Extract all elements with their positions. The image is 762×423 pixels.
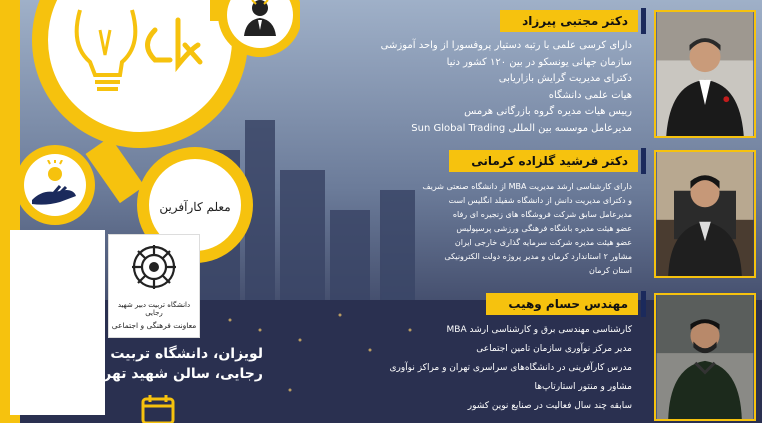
speaker-3-name	[486, 293, 638, 315]
brand-label: معلم کارآفرین	[159, 200, 231, 214]
speaker-2-bio-line: مدیرعامل سابق شرکت فروشگاه های زنجیره ای رفاه	[452, 210, 632, 219]
speaker-2-bio-line: دارای کارشناسی ارشد مدیریت MBA از دانشگاه صنعتی شریف	[422, 182, 632, 191]
speaker-1-name-text: دکتر مجتبی پیرزاد	[522, 14, 628, 28]
speaker-1-bio-line: دکترای مدیریت گرایش بازاریابی	[498, 73, 632, 84]
logo-department-name: معاونت فرهنگی و اجتماعی	[111, 321, 197, 330]
speaker-2-bio	[422, 180, 632, 278]
speaker-2-name-text: دکتر فرشید گلزاده کرمانی	[471, 154, 628, 168]
speaker-2-bio-line: عضو هیئت مدیره باشگاه فرهنگی ورزشی پرسپولیس	[456, 224, 632, 233]
speaker-card-2	[320, 150, 760, 284]
left-panel	[0, 0, 300, 423]
venue-address	[20, 344, 280, 384]
speaker-card-3	[320, 293, 760, 423]
speaker-3-bio-line: کارشناسی مهندسی برق و کارشناسی ارشد MBA	[446, 325, 632, 335]
speaker-2-bio-line: استان کرمان	[588, 266, 632, 275]
speaker-3-photo	[654, 293, 756, 421]
speaker-1-bio-line: سازمان جهانی یونسکو در بین ۱۲۰ کشور دنیا	[446, 56, 632, 68]
speaker-3-bio	[389, 321, 632, 416]
speaker-3-bio-line: سابقه چند سال فعالیت در صنایع نوین کشور	[467, 401, 632, 411]
speaker-3-bio-line: مدیر مرکز نوآوری سازمان تامین اجتماعی	[476, 344, 632, 354]
lightbulb-sketch-icon	[60, 0, 220, 110]
speaker-3-portrait	[656, 295, 754, 419]
speaker-3-bio-line: مشاور و منتور استارتاپ‌ها	[534, 382, 632, 392]
speaker-3-bio-line: مدرس کارآفرینی در دانشگاه‌های سراسری تهران و مراکز نوآوری	[389, 363, 632, 373]
speaker-card-1	[320, 8, 760, 142]
speaker-2-bio-line: عضو هیئت مدیره شرکت سرمایه گذاری خارجی ایران	[454, 238, 632, 247]
speaker-1-bio	[381, 38, 632, 137]
speaker-2-bio-line: مشاور ۲ استاندارد کرمان و مدیر پروژه دولت الکترونیکی	[444, 252, 632, 261]
speaker-1-name	[500, 10, 638, 32]
calendar-icon	[140, 393, 176, 423]
university-logo	[108, 234, 200, 338]
speaker-1-bio-line: رییس هیات مدیره گروه بازرگانی هرمس	[464, 106, 632, 117]
university-emblem-icon	[129, 239, 179, 297]
speaker-2-photo	[654, 150, 756, 278]
speaker-1-bio-line: مدیرعامل موسسه بین المللی Sun Global Trading	[411, 122, 632, 134]
venue-line-2: رجایی، سالن شهید تهرانی مقدم	[37, 366, 263, 382]
speaker-2-name	[449, 150, 638, 172]
speaker-3-name-text: مهندس حسام وهیب	[508, 297, 628, 311]
speaker-2-bio-line: و دکترای مدیریت دانش از دانشگاه شفیلد انگلیس است	[448, 196, 632, 205]
venue-line-1: لویزان، دانشگاه تربیت دبیر شهید	[36, 346, 264, 362]
speaker-1-bio-line: هیات علمی دانشگاه	[548, 89, 632, 101]
logo-university-name: دانشگاه تربیت دبیر شهید رجایی	[117, 301, 191, 317]
speaker-2-portrait	[656, 152, 754, 276]
speaker-1-bio-line: دارای کرسی علمی با رتبه دستیار پروفسورا از واحد آموزشی	[380, 40, 632, 51]
speaker-1-portrait	[656, 12, 754, 136]
hand-lightbulb-icon	[30, 160, 80, 210]
businessman-icon	[236, 0, 284, 36]
speaker-1-photo	[654, 10, 756, 138]
